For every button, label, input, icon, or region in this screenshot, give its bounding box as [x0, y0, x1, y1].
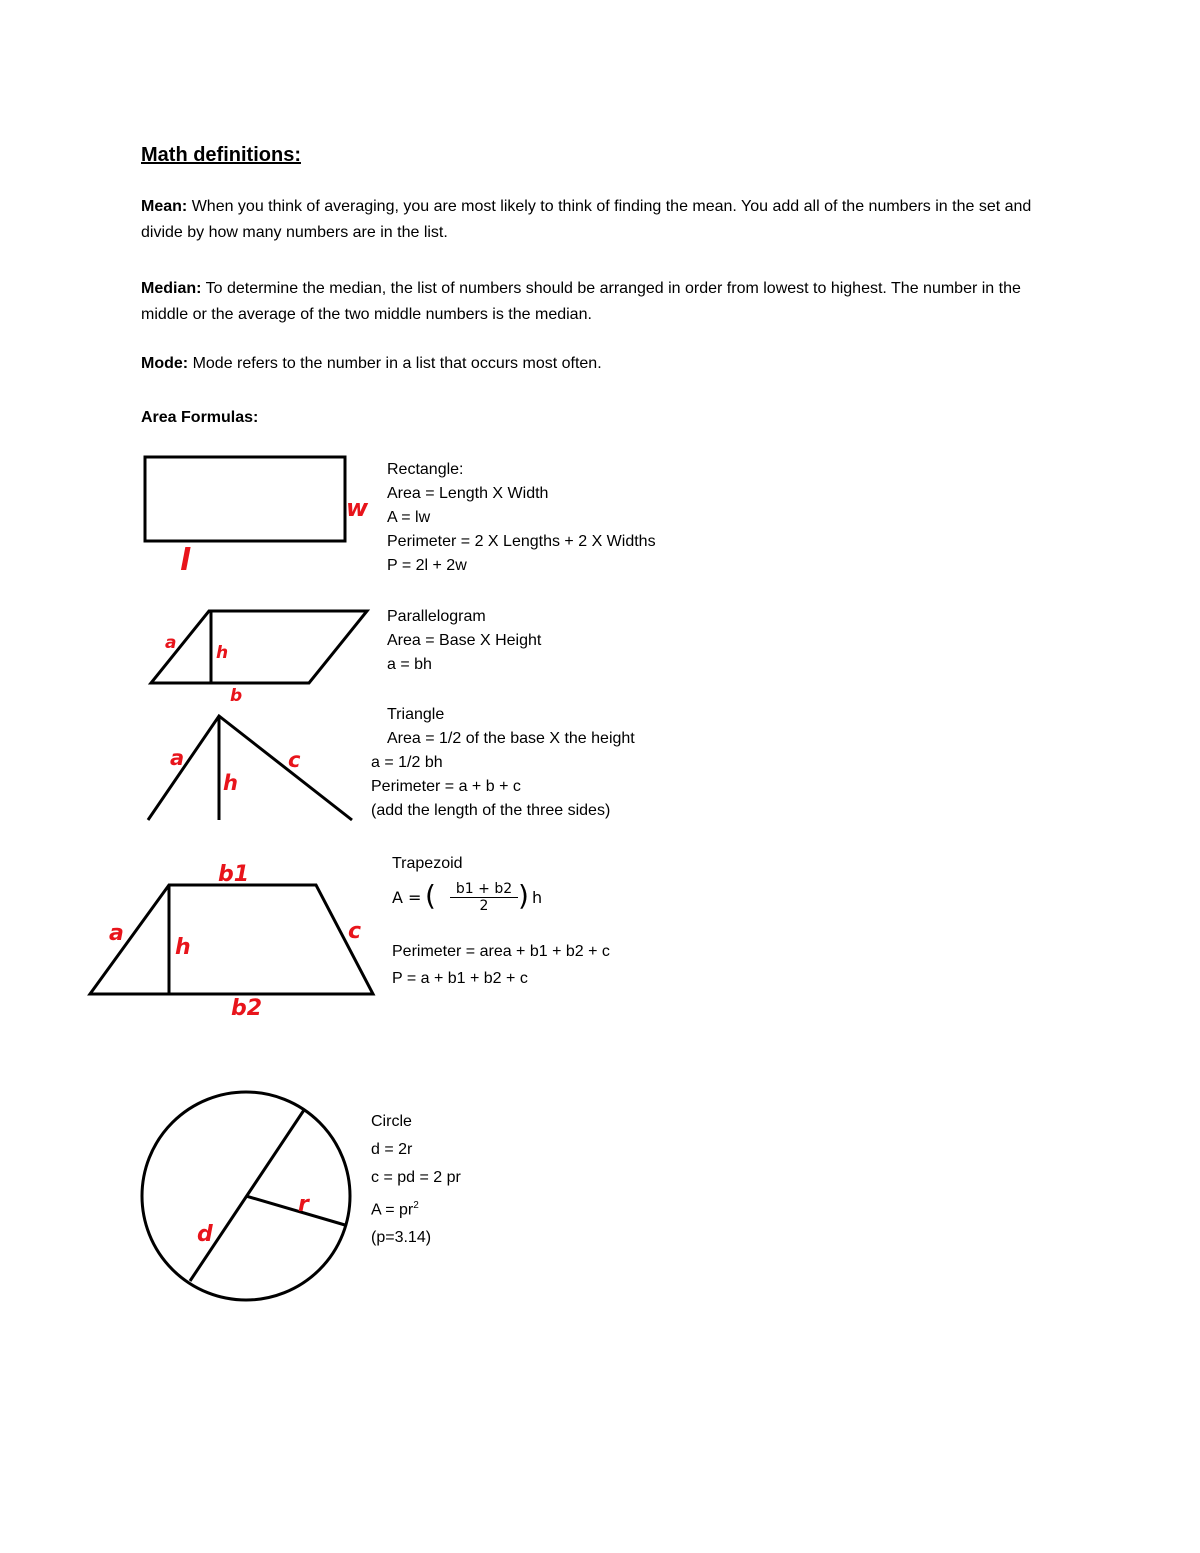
parallelogram-shape — [151, 611, 367, 683]
formula-superscript: 2 — [413, 1200, 419, 1211]
rectangle-figure — [140, 452, 380, 592]
page-title: Math definitions: — [141, 144, 301, 166]
triangle-figure — [142, 710, 362, 830]
trapezoid-label-b2: b2 — [231, 996, 263, 1021]
formula-line: Perimeter = area + b1 + b2 + c — [392, 943, 610, 960]
formula-lhs: A = — [392, 888, 422, 907]
formula-line: a = bh — [387, 656, 432, 673]
circle-figure — [138, 1088, 358, 1308]
trapezoid-label-h: h — [175, 935, 191, 960]
parallelogram-label-a: a — [165, 633, 177, 653]
formula-line-area — [371, 1192, 461, 1224]
rectangle-label-l: l — [180, 543, 191, 578]
definition-text: When you think of averaging, you are most likely to think of finding the mean. You add all of the numbers in the set and divide by how many numbers are in the list. — [141, 198, 1032, 241]
triangle-label-c: c — [288, 748, 301, 772]
definition-text: Mode refers to the number in a list that occurs most often. — [192, 355, 602, 372]
formula-line: (add the length of the three sides) — [371, 802, 611, 819]
formula-line: P = a + b1 + b2 + c — [392, 970, 528, 987]
area-formulas-heading: Area Formulas: — [141, 409, 259, 426]
parallelogram-label-h: h — [216, 643, 229, 663]
trapezoid-label-a: a — [109, 921, 124, 946]
formula-line: Area = 1/2 of the base X the height — [387, 730, 635, 747]
definition-term: Median: — [141, 280, 202, 297]
rectangle-label-w: w — [346, 494, 369, 522]
formula-text: A = pr — [371, 1201, 414, 1219]
close-paren: ) — [518, 879, 529, 912]
circle-label-d: d — [197, 1222, 213, 1247]
definition-median — [141, 276, 1061, 328]
parallelogram-figure — [145, 605, 385, 705]
parallelogram-formulas — [387, 605, 541, 677]
circle-label-r: r — [298, 1192, 309, 1217]
circle-radius-line — [246, 1196, 345, 1225]
formula-line: (p=3.14) — [371, 1229, 432, 1247]
rectangle-shape — [145, 457, 345, 541]
trapezoid-area-formula — [392, 880, 562, 916]
trapezoid-label-c: c — [348, 919, 362, 944]
triangle-label-h: h — [223, 771, 238, 795]
formula-factor: h — [532, 888, 543, 907]
definition-term: Mode: — [141, 355, 189, 372]
formula-line: P = 2l + 2w — [387, 557, 467, 574]
formula-line: d = 2r — [371, 1141, 413, 1158]
parallelogram-label-b: b — [230, 686, 243, 706]
formula-line: Area = Base X Height — [387, 632, 542, 649]
open-paren: ( — [425, 879, 436, 912]
formula-numerator: b1 + b2 — [455, 881, 513, 897]
circle-formulas — [371, 1108, 461, 1252]
formula-line: Area = Length X Width — [387, 485, 549, 502]
formula-line: Parallelogram — [387, 608, 486, 625]
formula-line: Circle — [371, 1113, 412, 1130]
formula-line: a = 1/2 bh — [371, 754, 443, 771]
definition-term: Mean: — [141, 198, 188, 215]
formula-line: Perimeter = 2 X Lengths + 2 X Widths — [387, 533, 656, 550]
definition-text: To determine the median, the list of numbers should be arranged in order from lowest to highest. The number in the middle or the average of the two middle numbers is the median. — [141, 280, 1021, 323]
formula-line: Triangle — [387, 706, 445, 723]
formula-line: Rectangle: — [387, 461, 464, 478]
rectangle-formulas — [387, 458, 656, 578]
formula-line: c = pd = 2 pr — [371, 1169, 461, 1186]
triangle-label-a: a — [170, 746, 185, 770]
definition-mode — [141, 351, 1061, 377]
trapezoid-shape — [90, 885, 373, 994]
formula-line: Perimeter = a + b + c — [371, 778, 521, 795]
trapezoid-label-b1: b1 — [218, 862, 250, 887]
formula-denominator: 2 — [479, 898, 489, 914]
trapezoid-figure — [85, 858, 385, 1021]
formula-title: Trapezoid — [392, 855, 463, 872]
formula-line: A = lw — [387, 509, 431, 526]
definition-mean — [141, 194, 1061, 246]
